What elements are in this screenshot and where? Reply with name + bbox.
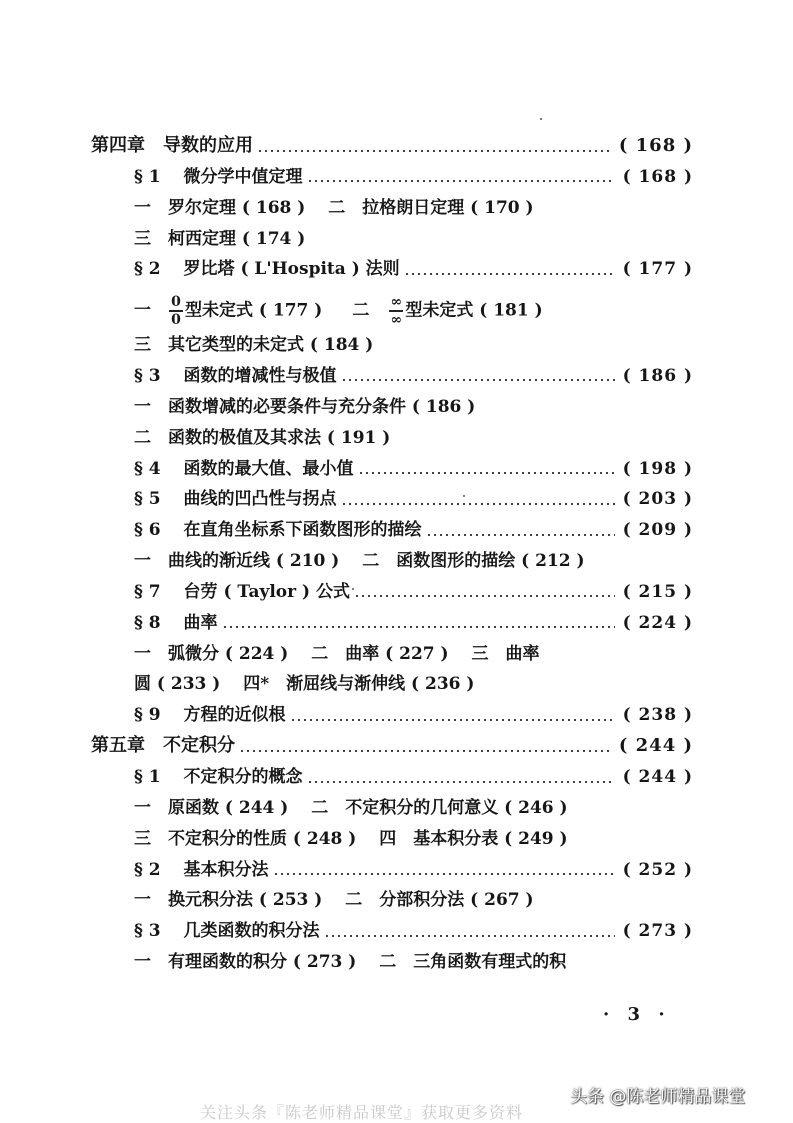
toc-row xyxy=(134,224,305,254)
dot-leader xyxy=(426,534,615,536)
toc-row xyxy=(134,254,693,284)
subsection-line: 一 函数增减的必要条件与充分条件 ( 186 ) xyxy=(134,396,476,417)
dot-leader xyxy=(239,750,611,752)
dot-leader xyxy=(290,719,615,721)
toc-row xyxy=(134,639,540,669)
dot-leader xyxy=(307,180,615,182)
page-ref: ( 186 ) xyxy=(622,365,693,386)
page-ref: ( 203 ) xyxy=(622,489,693,510)
fraction-2 xyxy=(389,295,403,327)
section-title: § 4 函数的最大值、最小值 xyxy=(134,458,354,479)
subsection-line: 一 曲线的渐近线 ( 210 ) 二 函数图形的描绘 ( 212 ) xyxy=(134,551,585,572)
toc-row xyxy=(134,885,534,915)
section-title: § 3 函数的增减性与极值 xyxy=(134,365,337,386)
toc-row xyxy=(134,392,475,422)
section-title: § 1 微分学中值定理 xyxy=(134,166,303,187)
page-ref: ( 168 ) xyxy=(622,166,693,187)
toc-row xyxy=(134,546,585,576)
item-marker: 一 xyxy=(134,300,151,321)
toc-row xyxy=(134,294,543,328)
toc-row xyxy=(134,855,693,885)
page-ref: ( 224 ) xyxy=(622,612,693,633)
watermark-bottom: 关注头条『陈老师精品课堂』获取更多资料 xyxy=(200,1103,524,1122)
fraction-1 xyxy=(169,295,183,327)
toc-row xyxy=(134,193,534,223)
toc-row xyxy=(134,577,693,607)
section-title: § 3 几类函数的积分法 xyxy=(134,921,320,942)
page-ref: ( 273 ) xyxy=(622,921,693,942)
toc-row xyxy=(134,361,693,391)
toc-row xyxy=(134,454,693,484)
dot-leader xyxy=(341,503,615,505)
subsection-line: 一 罗尔定理 ( 168 ) 二 拉格朗日定理 ( 170 ) xyxy=(134,197,534,218)
dot-leader xyxy=(257,150,611,152)
page-ref: ( 244 ) xyxy=(622,767,693,787)
section-title: § 2 基本积分法 xyxy=(134,859,269,880)
subsection-line: 一 有理函数的积分 ( 273 ) 二 三角函数有理式的积 xyxy=(134,952,567,973)
toc-row xyxy=(134,423,390,453)
dot-leader xyxy=(358,472,615,474)
toc-row xyxy=(134,330,373,360)
section-title: § 8 曲率 xyxy=(134,612,218,633)
chapter-title: 第四章 导数的应用 xyxy=(91,135,253,156)
page-number: · 3 · xyxy=(603,1004,671,1025)
subsection-line: 一 原函数 ( 244 ) 二 不定积分的几何意义 ( 246 ) xyxy=(134,797,568,818)
subsection-line: 三 不定积分的性质 ( 248 ) 四 基本积分表 ( 249 ) xyxy=(134,828,568,849)
dot-leader xyxy=(404,273,615,275)
dot-leader xyxy=(324,935,615,937)
subsection-line: 一 换元积分法 ( 253 ) 二 分部积分法 ( 267 ) xyxy=(134,890,534,911)
toc-row xyxy=(134,947,566,977)
toc-row xyxy=(134,162,693,192)
page-ref: ( 252 ) xyxy=(622,859,693,880)
scan-speck xyxy=(352,588,354,590)
section-title: § 6 在直角坐标系下函数图形的描绘 xyxy=(134,520,422,541)
subsection-line: 二 函数的极值及其求法 ( 191 ) xyxy=(134,427,391,448)
dot-leader xyxy=(222,626,615,628)
item-text: 型未定式 ( 181 ) xyxy=(405,300,543,321)
item-marker: 二 xyxy=(352,300,370,321)
dot-leader xyxy=(307,781,615,783)
toc-row xyxy=(134,669,474,699)
subsection-line: 一 弧微分 ( 224 ) 二 曲率 ( 227 ) 三 曲率 xyxy=(134,643,540,664)
section-title: § 1 不定积分的概念 xyxy=(134,767,303,787)
page-ref: ( 209 ) xyxy=(622,520,693,541)
page-ref: ( 177 ) xyxy=(622,259,693,280)
subsection-line: 三 其它类型的未定式 ( 184 ) xyxy=(134,335,374,356)
page-ref: ( 198 ) xyxy=(622,458,693,479)
fraction-denominator: ∞ xyxy=(390,311,403,328)
item-text: 型未定式 ( 177 ) xyxy=(185,300,323,321)
section-title: § 9 方程的近似根 xyxy=(134,705,286,726)
page-ref: ( 168 ) xyxy=(618,135,693,156)
fraction-numerator: 0 xyxy=(171,294,181,311)
toc-row xyxy=(134,916,693,946)
watermark-right: 头条 @陈老师精品课堂 xyxy=(570,1087,746,1107)
chapter-title: 第五章 不定积分 xyxy=(91,735,235,757)
fraction-numerator: ∞ xyxy=(390,294,403,311)
scan-speck xyxy=(540,118,542,120)
dot-leader xyxy=(273,873,615,875)
fraction-denominator: 0 xyxy=(171,311,181,328)
section-title: § 7 台劳 ( Taylor ) 公式 xyxy=(134,581,350,602)
page-ref: ( 244 ) xyxy=(618,735,693,757)
toc-row xyxy=(134,824,568,854)
scan-speck xyxy=(463,495,465,497)
subsection-line: 圆 ( 233 ) 四* 渐屈线与渐伸线 ( 236 ) xyxy=(134,674,475,695)
page-ref: ( 238 ) xyxy=(622,705,693,726)
dot-leader xyxy=(354,595,615,597)
subsection-line: 三 柯西定理 ( 174 ) xyxy=(134,228,306,249)
toc-row xyxy=(134,515,693,545)
toc-row xyxy=(134,484,693,514)
section-title: § 5 曲线的凹凸性与拐点 xyxy=(134,489,337,510)
dot-leader xyxy=(341,379,615,381)
toc-row xyxy=(91,731,693,761)
toc-row xyxy=(134,608,693,638)
toc-row xyxy=(134,793,568,823)
toc-row xyxy=(134,762,693,792)
page-ref: ( 215 ) xyxy=(622,581,693,602)
toc-row xyxy=(91,131,693,161)
section-title: § 2 罗比塔 ( L'Hospita ) 法则 xyxy=(134,259,400,280)
toc-row xyxy=(134,700,693,730)
